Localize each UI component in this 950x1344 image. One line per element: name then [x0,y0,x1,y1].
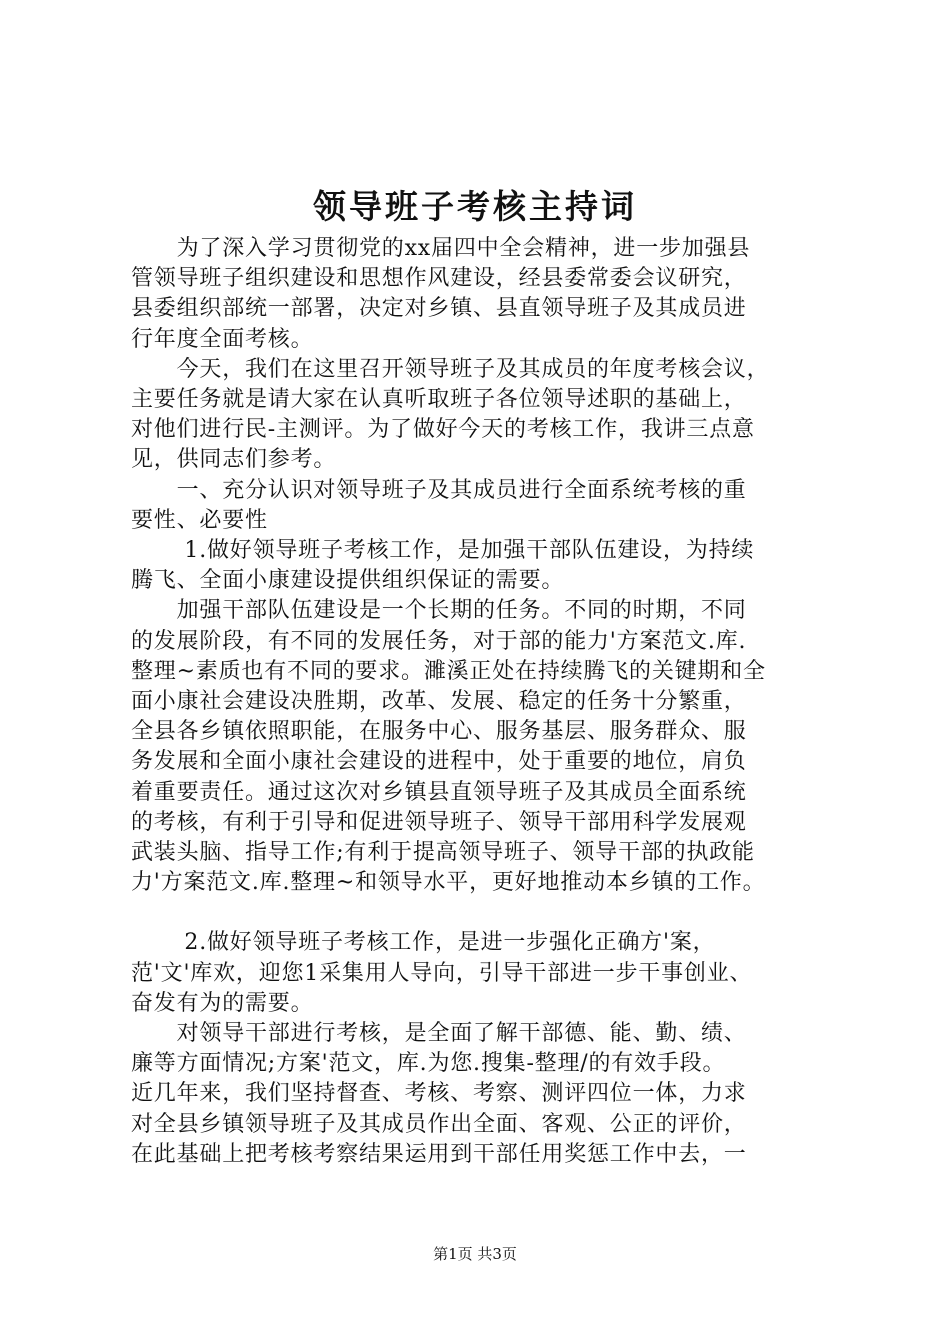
text-line: 主要任务就是请大家在认真听取班子各位领导述职的基础上， [131,387,747,413]
text-line: 整理~素质也有不同的要求。濉溪正处在持续腾飞的关键期和全 [131,658,766,684]
text-line: 全县各乡镇依照职能，在服务中心、服务基层、服务群众、服 [131,719,747,745]
text-line: 面小康社会建设决胜期，改革、发展、稳定的任务十分繁重， [131,689,747,715]
text-line: 的发展阶段，有不同的发展任务，对于部的能力'方案范文.库. [131,628,747,654]
page-footer: 第1页 共3页 [433,1245,517,1263]
text-line: 武装头脑、指导工作;有利于提高领导班子、领导干部的执政能 [131,840,755,866]
text-line: 近几年来，我们坚持督查、考核、考察、测评四位一体，力求 [131,1081,747,1107]
text-line: 一、充分认识对领导班子及其成员进行全面系统考核的重 [131,477,747,503]
text-line: 对他们进行民-主测评。为了做好今天的考核工作，我讲三点意 [131,417,755,443]
text-line: 2.做好领导班子考核工作，是进一步强化正确方'案， [131,930,716,956]
text-line: 县委组织部统一部署，决定对乡镇、县直领导班子及其成员进 [131,296,747,322]
text-line: 要性、必要性 [131,507,268,533]
document-title: 领导班子考核主持词 [313,187,637,226]
text-line: 腾飞、全面小康建设提供组织保证的需要。 [131,568,565,594]
text-line: 着重要责任。通过这次对乡镇县直领导班子及其成员全面系统 [131,779,747,805]
text-line: 力'方案范文.库.整理~和领导水平，更好地推动本乡镇的工作。 [131,870,766,896]
text-line: 在此基础上把考核考察结果运用到干部任用奖惩工作中去，一 [131,1141,747,1167]
text-line: 对领导干部进行考核，是全面了解干部德、能、勤、绩、 [131,1021,747,1047]
text-line: 今天，我们在这里召开领导班子及其成员的年度考核会议， [131,356,770,382]
text-line: 的考核，有利于引导和促进领导班子、领导干部用科学发展观 [131,809,747,835]
document-body [131,234,851,1170]
text-line: 务发展和全面小康社会建设的进程中，处于重要的地位，肩负 [131,749,747,775]
text-line: 范'文'库欢，迎您1采集用人导向，引导干部进一步干事创业、 [131,960,753,986]
blank-line [131,898,851,928]
text-line: 管领导班子组织建设和思想作风建设，经县委常委会议研究， [131,266,747,292]
text-line: 对全县乡镇领导班子及其成员作出全面、客观、公正的评价， [131,1111,747,1137]
text-line: 廉等方面情况;方案'范文，库.为您.搜集-整理/的有效手段。 [131,1051,726,1077]
text-line: 行年度全面考核。 [131,326,314,352]
text-line: 见，供同志们参考。 [131,447,337,473]
text-line: 为了深入学习贯彻党的xx届四中全会精神，进一步加强县 [131,236,751,261]
text-line: 奋发有为的需要。 [131,990,314,1016]
text-line: 1.做好领导班子考核工作，是加强干部队伍建设，为持续 [131,538,755,564]
text-line: 加强干部队伍建设是一个长期的任务。不同的时期，不同 [131,598,747,624]
